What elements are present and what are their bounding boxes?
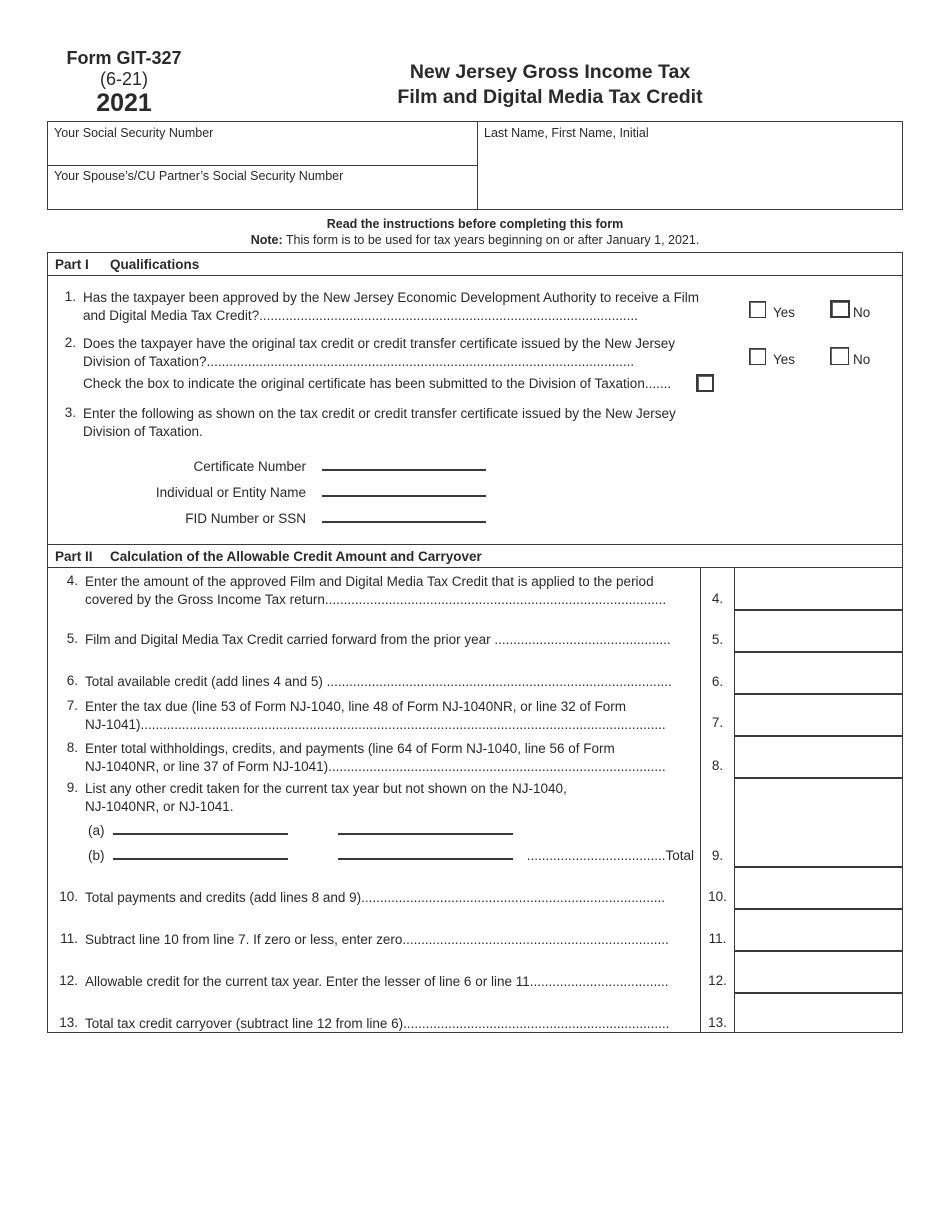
line10-text: Total payments and credits (add lines 8 and 9).................................................................................	[85, 890, 665, 905]
q3-line2: Division of Taxation.	[83, 424, 203, 440]
ssn-field[interactable]	[48, 140, 477, 164]
form-identifier	[48, 48, 200, 117]
line10-number: 10.	[59, 889, 78, 904]
ssn-label: Your Social Security Number	[54, 126, 214, 140]
line8-number: 8.	[66, 740, 78, 755]
line9-text	[85, 780, 567, 816]
line6-amount[interactable]	[736, 653, 902, 693]
line9-amount[interactable]	[736, 779, 902, 865]
line5-box-number: 5.	[711, 632, 724, 647]
part2-header	[48, 544, 902, 568]
line9-text-1: List any other credit taken for the current tax year but not shown on the NJ-1040,	[85, 781, 567, 796]
q2-no-checkbox[interactable]	[830, 347, 849, 365]
part1-label: Part I	[55, 257, 89, 272]
q3-number: 3.	[64, 405, 76, 420]
spouse-ssn-field[interactable]	[48, 184, 477, 208]
line9b-amount-field[interactable]	[338, 858, 513, 860]
q1-number: 1.	[64, 289, 76, 304]
line12-text: Allowable credit for the current tax year. Enter the lesser of line 6 or line 11.....................................	[85, 974, 669, 989]
line7-text	[85, 698, 666, 734]
certificate-submitted-checkbox[interactable]	[696, 374, 714, 392]
line8-text-2: NJ-1040NR, or line 37 of Form NJ-1041)..........................................................................................	[85, 759, 666, 775]
line6-box-number: 6.	[711, 674, 724, 689]
line9-total-label: .....................................Total	[526, 848, 694, 863]
line9b-credit-name-field[interactable]	[113, 858, 288, 860]
q2-no-label: No	[853, 352, 871, 367]
taxpayer-id-box	[47, 121, 903, 210]
line4-amount[interactable]	[736, 569, 902, 609]
form-name: Form GIT-327	[66, 48, 182, 68]
part2-title: Calculation of the Allowable Credit Amount and Carryover	[110, 549, 482, 564]
line6-text: Total available credit (add lines 4 and 5) ............................................................................................	[85, 674, 672, 689]
line11-text: Subtract line 10 from line 7. If zero or less, enter zero.......................................................................	[85, 932, 669, 947]
line9a-label: (a)	[88, 823, 105, 838]
fid-label: FID Number or SSN	[185, 511, 306, 526]
part1-header	[48, 253, 902, 276]
q2-check-text: Check the box to indicate the original certificate has been submitted to the Division of Taxation.......	[83, 376, 672, 391]
note-label: Note:	[250, 233, 283, 248]
line5-text: Film and Digital Media Tax Credit carried forward from the prior year ...............................................	[85, 632, 671, 647]
line12-box-number: 12.	[708, 973, 727, 988]
line7-amount[interactable]	[736, 695, 902, 735]
name-label: Last Name, First Name, Initial	[484, 126, 649, 140]
instructions-note	[47, 216, 903, 249]
line10-box-number: 10.	[708, 889, 727, 904]
q1-yes-label: Yes	[773, 305, 796, 320]
line12-number: 12.	[59, 973, 78, 988]
instructions-text: Read the instructions before completing this form	[326, 217, 624, 231]
q3-text	[83, 405, 676, 441]
line13-amount[interactable]	[736, 994, 902, 1031]
line9-box-number: 9.	[711, 848, 724, 863]
part1-title: Qualifications	[110, 257, 200, 272]
q2-number: 2.	[64, 335, 76, 350]
title-line-1: New Jersey Gross Income Tax	[409, 61, 691, 83]
certificate-number-field[interactable]	[322, 469, 486, 471]
line13-box-number: 13.	[708, 1015, 727, 1030]
line5-number: 5.	[66, 631, 78, 646]
line7-box-number: 7.	[711, 715, 724, 730]
line8-text-1: Enter total withholdings, credits, and payments (line 64 of Form NJ-1040, line 56 of Form	[85, 741, 615, 756]
line9b-label: (b)	[88, 848, 105, 863]
fid-field[interactable]	[322, 521, 486, 523]
entity-name-label: Individual or Entity Name	[155, 485, 306, 500]
divider	[48, 165, 477, 166]
q1-no-label: No	[853, 305, 871, 320]
q1-line1: Has the taxpayer been approved by the New Jersey Economic Development Authority to receive a Film	[83, 290, 700, 305]
line11-amount[interactable]	[736, 910, 902, 950]
q2-text	[83, 335, 675, 371]
line13-text: Total tax credit carryover (subtract line 12 from line 6).......................................................................	[85, 1016, 670, 1031]
q1-yes-checkbox[interactable]	[749, 301, 766, 318]
line11-box-number: 11.	[708, 931, 727, 946]
line7-text-1: Enter the tax due (line 53 of Form NJ-1040, line 48 of Form NJ-1040NR, or line 32 of Form	[85, 699, 626, 714]
part2-label: Part II	[55, 549, 93, 564]
line8-text	[85, 740, 666, 776]
form-year: 2021	[96, 89, 152, 118]
q1-no-checkbox[interactable]	[830, 300, 850, 318]
line4-text-2: covered by the Gross Income Tax return...........................................................................................	[85, 592, 667, 608]
entity-name-field[interactable]	[322, 495, 486, 497]
line12-amount[interactable]	[736, 952, 902, 992]
line4-number: 4.	[66, 573, 78, 588]
form-title	[340, 60, 760, 111]
form-main-box	[47, 252, 903, 1033]
line9a-credit-name-field[interactable]	[113, 833, 288, 835]
line6-number: 6.	[66, 673, 78, 688]
line4-text-1: Enter the amount of the approved Film and Digital Media Tax Credit that is applied to the period	[85, 574, 654, 589]
line9-text-2: NJ-1040NR, or NJ-1041.	[85, 799, 234, 815]
q1-line2: and Digital Media Tax Credit?.....................................................................................................	[83, 308, 638, 324]
certificate-number-label: Certificate Number	[193, 459, 306, 474]
line11-number: 11.	[60, 931, 78, 946]
note-line	[47, 232, 903, 248]
q2-line1: Does the taxpayer have the original tax credit or credit transfer certificate issued by the New Jersey	[83, 336, 676, 351]
q2-line2: Division of Taxation?..................................................................................................................	[83, 354, 635, 370]
line10-amount[interactable]	[736, 868, 902, 908]
line8-box-number: 8.	[711, 758, 724, 773]
title-line-2: Film and Digital Media Tax Credit	[397, 86, 703, 109]
line13-number: 13.	[59, 1015, 78, 1030]
line7-text-2: NJ-1041)............................................................................................................................................	[85, 717, 666, 733]
q2-yes-checkbox[interactable]	[749, 348, 766, 365]
form-revision: (6-21)	[99, 69, 148, 90]
line8-amount[interactable]	[736, 737, 902, 777]
line9-number: 9.	[66, 780, 78, 795]
line9a-amount-field[interactable]	[338, 833, 513, 835]
spouse-ssn-label: Your Spouse’s/CU Partner’s Social Security Number	[54, 169, 344, 183]
line4-text	[85, 573, 666, 609]
q1-text	[83, 289, 699, 325]
line5-amount[interactable]	[736, 611, 902, 651]
q2-yes-label: Yes	[773, 352, 796, 367]
line4-box-number: 4.	[711, 591, 724, 606]
name-field[interactable]	[478, 142, 902, 208]
note-text: This form is to be used for tax years beginning on or after January 1, 2021.	[282, 233, 700, 248]
line7-number: 7.	[66, 698, 78, 713]
q3-line1: Enter the following as shown on the tax credit or credit transfer certificate issued by the New Jersey	[83, 406, 676, 421]
